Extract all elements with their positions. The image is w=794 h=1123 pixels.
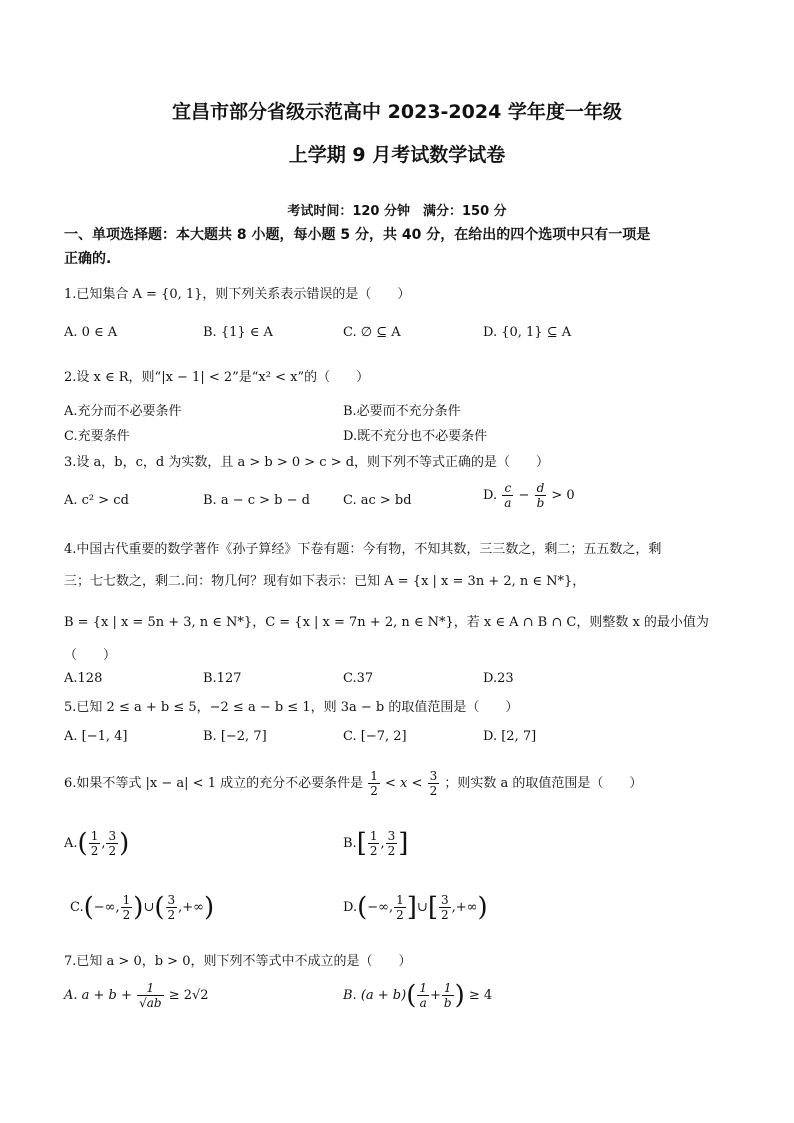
q1-option-d: D. {0, 1} ⊆ A [483, 325, 572, 340]
q5-option-c: C. [−7, 2] [343, 729, 407, 744]
q4-line1: 4.中国古代重要的数学著作《孙子算经》下卷有题：今有物，不知其数，三三数之，剩二；五五数之，剩 [64, 542, 662, 557]
q5-option-b: B. [−2, 7] [203, 729, 267, 744]
exam-info: 考试时间：120 分钟 满分：150 分 [287, 204, 507, 219]
q4-line3: B = {x | x = 5n + 3, n ∈ N*}，C = {x | x = 7n + 2, n ∈ N*}，若 x ∈ A ∩ B ∩ C，则整数 x 的最小值为 [64, 615, 709, 630]
q3-stem: 3.设 a，b，c，d 为实数，且 a > b > 0 > c > d，则下列不等式正确的是（ ） [64, 455, 550, 470]
q5-stem: 5.已知 2 ≤ a + b ≤ 5，−2 ≤ a − b ≤ 1，则 3a − b 的取值范围是（ ） [64, 700, 519, 715]
q2-option-d: D.既不充分也不必要条件 [343, 429, 488, 444]
exam-title-line2: 上学期 9 月考试数学试卷 [288, 144, 506, 166]
q1-option-a: A. 0 ∈ A [64, 325, 118, 340]
exam-title-line1: 宜昌市部分省级示范高中 2023-2024 学年度一年级 [172, 101, 622, 123]
q7-option-a: A. a + b + $\frac{1}{√ab}$ ≥ 2√2 [64, 981, 209, 1010]
q6-option-d: D.(−∞, $\frac{1}{2}$ ]∪[ $\frac{3}{2}$ ,+∞) [343, 892, 488, 923]
q1-stem: 1.已知集合 A = {0, 1}，则下列关系表示错误的是（ ） [64, 287, 411, 302]
q3-option-c: C. ac > bd [343, 493, 412, 508]
q3-option-d: D. $\frac{c}{a}$ − $\frac{d}{b}$ > 0 [483, 481, 575, 510]
q1-option-c: C. ∅ ⊆ A [343, 325, 401, 340]
q5-option-a: A. [−1, 4] [64, 729, 128, 744]
q3-option-a: A. c² > cd [64, 493, 129, 508]
q6-option-a: A.( $\frac{1}{2}$ , $\frac{3}{2}$ ) [64, 828, 130, 859]
q4-option-b: B.127 [203, 671, 242, 686]
q4-option-d: D.23 [483, 671, 514, 686]
q1-option-b: B. {1} ∈ A [203, 325, 273, 340]
q2-stem: 2.设 x ∈ R，则“|x − 1| < 2”是“x² < x”的（ ） [64, 370, 370, 385]
q5-option-d: D. [2, 7] [483, 729, 537, 744]
q4-option-a: A.128 [64, 671, 103, 686]
section1-heading-line2: 正确的. [64, 251, 112, 267]
section1-heading-line1: 一、单项选择题：本大题共 8 小题，每小题 5 分，共 40 分，在给出的四个选项中只有一项是 [64, 227, 651, 243]
q7-stem: 7.已知 a > 0，b > 0，则下列不等式中不成立的是（ ） [64, 954, 412, 969]
q4-option-c: C.37 [343, 671, 374, 686]
q6-stem: 6.如果不等式 |x − a| < 1 成立的充分不必要条件是 $\frac{1}{2}$ < x < $\frac{3}{2}$ ；则实数 a 的取值范围是（ ） [64, 769, 643, 798]
q3-option-b: B. a − c > b − d [203, 493, 310, 508]
q7-option-b: B. (a + b)( $\frac{1}{a}$ + $\frac{1}{b}$ ) ≥ 4 [343, 980, 493, 1011]
q2-option-a: A.充分而不必要条件 [64, 404, 182, 419]
q2-option-b: B.必要而不充分条件 [343, 404, 461, 419]
q4-line2: 三；七七数之，剩二.问：物几何？现有如下表示：已知 A = {x | x = 3n + 2, n ∈ N*}， [64, 574, 586, 589]
q4-line4: （ ） [64, 648, 117, 663]
q6-option-b: B.[ $\frac{1}{2}$ , $\frac{3}{2}$ ] [343, 828, 409, 859]
q6-option-c: C.(−∞, $\frac{1}{2}$ )∪( $\frac{3}{2}$ ,+∞) [70, 892, 215, 923]
q2-option-c: C.充要条件 [64, 429, 130, 444]
